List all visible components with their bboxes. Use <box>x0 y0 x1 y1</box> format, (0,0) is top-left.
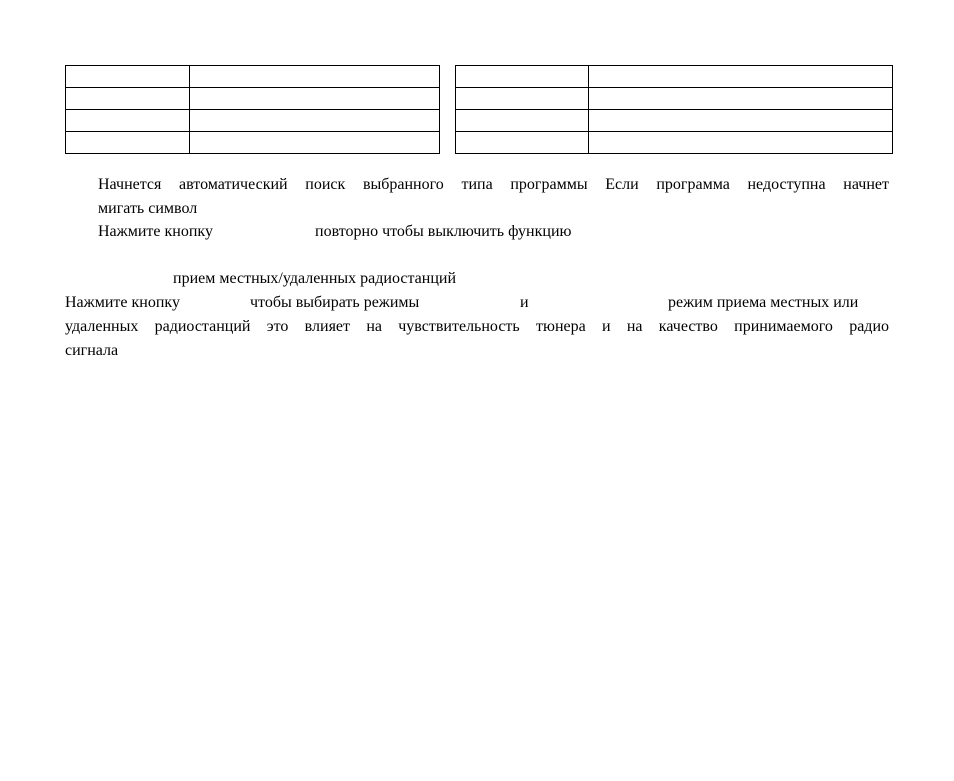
table-row <box>66 110 440 132</box>
table-cell <box>66 88 190 110</box>
paragraph-press-button-label-2: Нажмите кнопку <box>65 294 180 311</box>
paragraph-select-modes-label: чтобы выбирать режимы <box>250 294 420 311</box>
table-cell <box>66 66 190 88</box>
table-row <box>456 66 893 88</box>
table-cell <box>190 88 440 110</box>
table-cell <box>456 110 589 132</box>
section-heading: прием местных/удаленных радиостанций <box>173 270 457 287</box>
table-cell <box>456 88 589 110</box>
table-row <box>66 66 440 88</box>
paragraph-press-button-label: Нажмите кнопку <box>98 223 213 240</box>
table-cell <box>589 88 893 110</box>
spec-table-left <box>65 65 440 154</box>
table-row <box>456 132 893 154</box>
table-cell <box>66 110 190 132</box>
table-cell <box>456 132 589 154</box>
table-cell <box>190 110 440 132</box>
paragraph-signal-line: сигнала <box>65 342 119 359</box>
paragraph-search-line2: мигать символ <box>98 200 198 217</box>
table-cell <box>589 66 893 88</box>
paragraph-sensitivity-line: удаленных радиостанций это влияет на чувствительность тюнера и на качество принимаемого радио <box>65 318 889 335</box>
paragraph-press-again-label: повторно чтобы выключить функцию <box>315 223 572 240</box>
table-cell <box>456 66 589 88</box>
table-row <box>456 88 893 110</box>
table-cell <box>66 132 190 154</box>
paragraph-and-label: и <box>520 294 529 311</box>
paragraph-search-line1: Начнется автоматический поиск выбранного типа программы Если программа недоступна начнет <box>98 176 889 193</box>
table-row <box>456 110 893 132</box>
spec-table-right <box>455 65 893 154</box>
table-cell <box>589 110 893 132</box>
table-row <box>66 132 440 154</box>
table-cell <box>589 132 893 154</box>
paragraph-reception-mode-label: режим приема местных или <box>668 294 859 311</box>
table-cell <box>190 66 440 88</box>
table-cell <box>190 132 440 154</box>
table-row <box>66 88 440 110</box>
